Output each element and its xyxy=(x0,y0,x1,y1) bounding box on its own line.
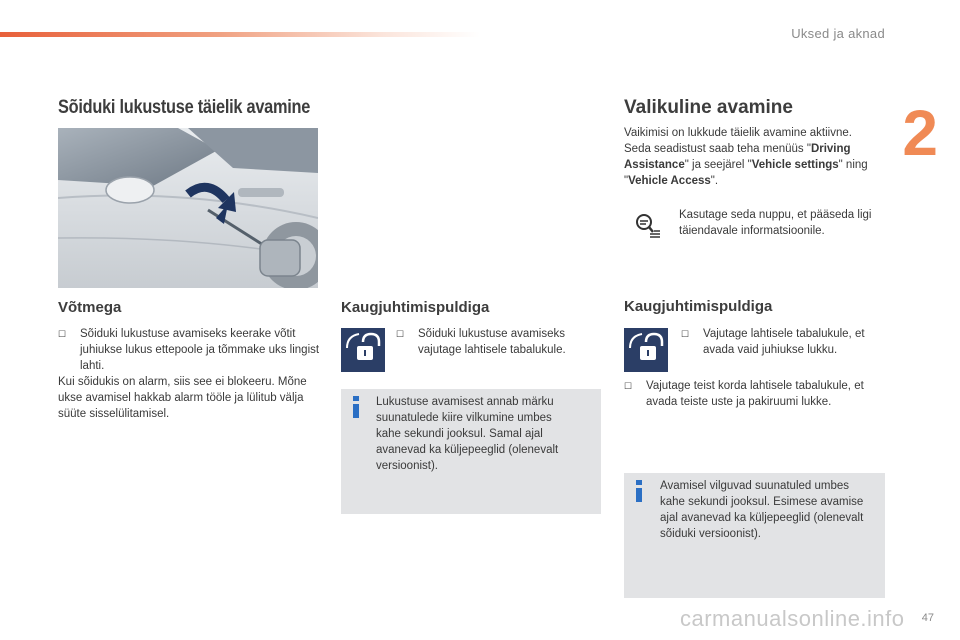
menu-driving-assistance: Driving Assistance xyxy=(624,143,851,171)
lookup-note: Kasutage seda nuppu, et pääseda ligi täiendavale informatsioonile. xyxy=(679,209,872,237)
remote-unlock-bullet-left-text: Sõiduki lukustuse avamiseks vajutage lahtisele tabalukule. xyxy=(418,328,566,356)
header-accent-bar xyxy=(0,32,480,37)
bullet-checkbox-icon: ☐ xyxy=(681,329,690,339)
info-icon xyxy=(352,396,360,418)
bullet-checkbox-icon: ☐ xyxy=(396,329,405,339)
info-box-right-text: Avamisel vilguvad suunatuled umbes kahe sekundi jooksul. Esimese avamise ajal avanevad ka küljepeeglid (olenevalt sõiduki versioonist). xyxy=(660,480,864,540)
right-section-title: Valikuline avamine xyxy=(624,97,793,118)
intro-part: Seda seadistust saab teha menüüs " xyxy=(624,143,811,155)
remote-unlock-bullet-left xyxy=(396,326,596,358)
info-box-left xyxy=(341,389,601,514)
selective-intro xyxy=(624,125,886,189)
intro-part: ". xyxy=(710,175,719,187)
info-box-right xyxy=(624,473,885,598)
menu-vehicle-access: Vehicle Access xyxy=(628,175,711,187)
open-padlock-icon xyxy=(624,328,668,372)
chapter-title: Uksed ja aknad xyxy=(791,26,885,41)
bullet-checkbox-icon: ☐ xyxy=(58,329,67,339)
key-section-heading: Võtmega xyxy=(58,299,122,316)
car-door-image xyxy=(58,128,318,288)
info-icon xyxy=(635,480,643,502)
key-unlock-bullet xyxy=(58,326,320,374)
chapter-number: 2 xyxy=(902,97,938,169)
intro-part: " ja seejärel " xyxy=(684,159,752,171)
page-number: 47 xyxy=(921,612,934,624)
car-door-key-illustration xyxy=(58,128,318,288)
alarm-paragraph: Kui sõidukis on alarm, siis see ei blokeeru. Mõne ukse avamisel hakkab alarm tööle ja lülitub välja süüte sisselülitamisel. xyxy=(58,376,307,420)
bullet-checkbox-icon: ☐ xyxy=(624,381,633,391)
remote-unlock-all-bullet xyxy=(624,378,886,410)
magnifier-list-icon xyxy=(634,212,662,240)
menu-vehicle-settings: Vehicle settings xyxy=(751,159,839,171)
remote-unlock-all-bullet-text: Vajutage teist korda lahtisele tabalukule, et avada teiste uste ja pakiruumi lukke. xyxy=(646,380,864,408)
remote-section-heading-left: Kaugjuhtimispuldiga xyxy=(341,299,490,316)
remote-section-heading-right: Kaugjuhtimispuldiga xyxy=(624,298,773,315)
remote-unlock-driver-bullet-text: Vajutage lahtisele tabalukule, et avada vaid juhiukse lukku. xyxy=(703,328,865,356)
left-section-title: Sõiduki lukustuse täielik avamine xyxy=(58,97,311,118)
open-padlock-icon xyxy=(341,328,385,372)
selective-intro-line1: Vaikimisi on lukkude täielik avamine aktiivne. xyxy=(624,127,852,139)
key-unlock-bullet-text: Sõiduki lukustuse avamiseks keerake võtit juhiukse lukus ettepoole ja tõmmake uks lingist lahti. xyxy=(80,328,320,372)
remote-unlock-driver-bullet xyxy=(681,326,886,358)
watermark-text: carmanualsonline.info xyxy=(680,606,905,631)
info-box-left-text: Lukustuse avamisest annab märku suunatulede kiire vilkumine umbes kahe sekundi jooksul. Samal ajal avanevad ka küljepeeglid (olenevalt versioonist). xyxy=(376,396,559,472)
intro-part: " ning " xyxy=(624,159,868,187)
